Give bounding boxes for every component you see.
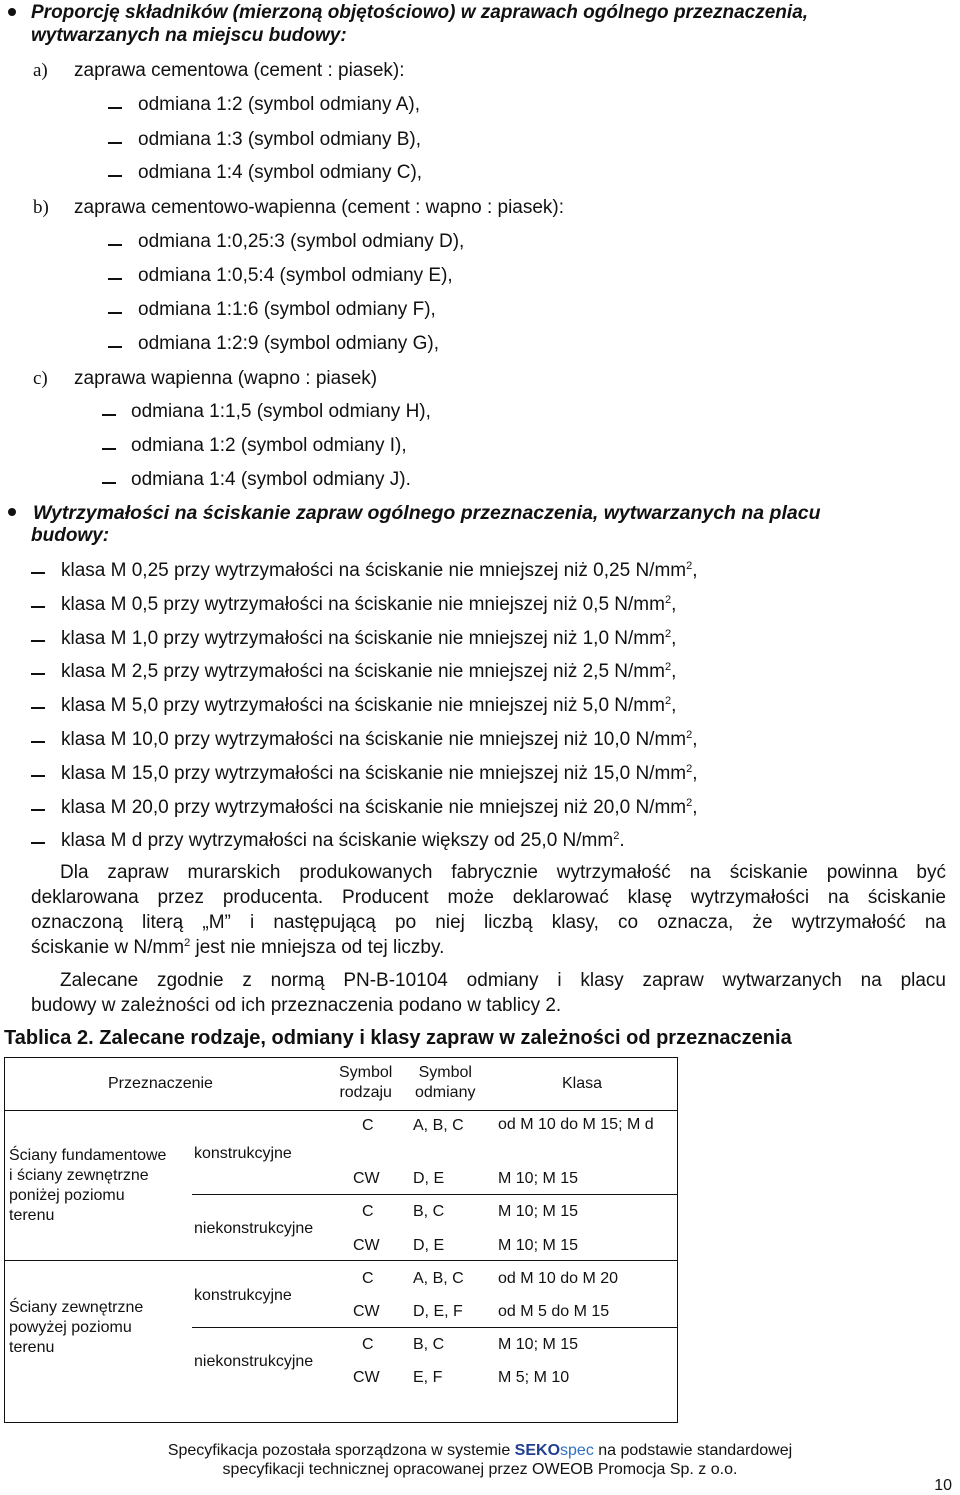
table-caption: Tablica 2. Zalecane rodzaje, odmiany i klasy zapraw w zależności od przeznaczenia bbox=[4, 1027, 792, 1049]
kind-cell: niekonstrukcyjne bbox=[194, 1353, 314, 1370]
group-c-title: zaprawa wapienna (wapno : piasek) bbox=[74, 368, 378, 389]
group-c-marker: c) bbox=[33, 368, 48, 389]
variant-item: odmiana 1:1,5 (symbol odmiany H), bbox=[131, 401, 431, 422]
type-cell: CW bbox=[353, 1170, 380, 1187]
kind-cell: niekonstrukcyjne bbox=[194, 1220, 314, 1237]
variant-item: odmiana 1:1:6 (symbol odmiany F), bbox=[138, 299, 436, 320]
paragraph-line: ściskanie w $N/mm^2$ jest nie mniejsza od tej liczby. bbox=[31, 937, 445, 958]
variant-cell: B, C bbox=[413, 1203, 445, 1220]
class-cell: M 10; M 15 bbox=[498, 1237, 579, 1254]
variant-cell: D, E bbox=[413, 1170, 445, 1187]
strength-class-item: klasa M d przy wytrzymałości na ściskanie większy od 25,0 $N/mm^2$. bbox=[61, 830, 625, 851]
kind-cell: konstrukcyjne bbox=[194, 1287, 292, 1304]
paragraph-line: oznaczoną literą „M” i następującą po niej liczbą klasy, co oznacza, że wytrzymałość na bbox=[31, 912, 946, 933]
class-cell: M 10; M 15 bbox=[498, 1203, 579, 1220]
bullet-icon bbox=[8, 8, 16, 16]
dash-icon bbox=[31, 606, 45, 608]
section2-heading-line2: budowy: bbox=[31, 525, 110, 546]
variant-cell: E, F bbox=[413, 1369, 443, 1386]
variant-item: odmiana 1:0,5:4 (symbol odmiany E), bbox=[138, 265, 453, 286]
header-variant-symbol: Symbol odmiany bbox=[415, 1064, 476, 1101]
place-cell: Ściany fundamentowe i ściany zewnętrzne poniżej poziomu terenu bbox=[9, 1147, 167, 1224]
group-b-title: zaprawa cementowo-wapienna (cement : wapno : piasek): bbox=[74, 197, 565, 218]
section2-heading-line1: Wytrzymałości na ściskanie zapraw ogólnego przeznaczenia, wytwarzanych na placu bbox=[33, 502, 821, 524]
group-a-title: zaprawa cementowa (cement : piasek): bbox=[74, 60, 405, 81]
dash-icon bbox=[31, 707, 45, 709]
section1-heading-line1: Proporcję składników (mierzoną objętościowo) w zaprawach ogólnego przeznaczenia, bbox=[31, 2, 809, 23]
strength-class-item: klasa M 5,0 przy wytrzymałości na ściskanie nie mniejszej niż 5,0 $N/mm^2$, bbox=[61, 695, 677, 716]
kind-cell: konstrukcyjne bbox=[194, 1145, 292, 1162]
variant-cell: D, E, F bbox=[413, 1303, 463, 1320]
class-cell: od M 10 do M 15; M d bbox=[498, 1116, 654, 1133]
class-cell: od M 5 do M 15 bbox=[498, 1303, 610, 1320]
class-cell: M 10; M 15 bbox=[498, 1336, 579, 1353]
dash-icon bbox=[31, 673, 45, 675]
class-cell: M 10; M 15 bbox=[498, 1170, 579, 1187]
variant-item: odmiana 1:0,25:3 (symbol odmiany D), bbox=[138, 231, 465, 252]
type-cell: C bbox=[362, 1117, 374, 1134]
variant-item: odmiana 1:2 (symbol odmiany A), bbox=[138, 94, 420, 115]
group-b-marker: b) bbox=[33, 197, 49, 218]
strength-class-item: klasa M 10,0 przy wytrzymałości na ściskanie nie mniejszej niż 10,0 $N/mm^2$, bbox=[61, 729, 698, 750]
variant-cell: A, B, C bbox=[413, 1270, 464, 1287]
paragraph-line: deklarowana przez producenta. Producent może deklarować klasę wytrzymałości na ściskanie bbox=[31, 887, 946, 908]
bullet-icon bbox=[8, 508, 16, 516]
dash-icon bbox=[108, 175, 122, 177]
dash-icon bbox=[102, 414, 116, 416]
footer bbox=[0, 1441, 960, 1479]
sekospec-logo: SEKO bbox=[514, 1442, 561, 1459]
strength-class-item: klasa M 20,0 przy wytrzymałości na ściskanie nie mniejszej niż 20,0 $N/mm^2$, bbox=[61, 797, 698, 818]
dash-icon bbox=[108, 278, 122, 280]
dash-icon bbox=[102, 482, 116, 484]
header-purpose: Przeznaczenie bbox=[108, 1075, 213, 1092]
dash-icon bbox=[31, 775, 45, 777]
dash-icon bbox=[31, 572, 45, 574]
variant-item: odmiana 1:2 (symbol odmiany I), bbox=[131, 435, 407, 456]
type-cell: CW bbox=[353, 1369, 380, 1386]
variant-item: odmiana 1:3 (symbol odmiany B), bbox=[138, 129, 422, 150]
paragraph-line: Zalecane zgodnie z normą PN-B-10104 odmiany i klasy zapraw wytwarzanych na placu bbox=[60, 970, 946, 991]
variant-item: odmiana 1:4 (symbol odmiany C), bbox=[138, 162, 423, 183]
strength-class-item: klasa M 15,0 przy wytrzymałości na ściskanie nie mniejszej niż 15,0 $N/mm^2$, bbox=[61, 763, 698, 784]
dash-icon bbox=[31, 842, 45, 844]
strength-class-item: klasa M 0,25 przy wytrzymałości na ściskanie nie mniejszej niż 0,25 $N/mm^2$, bbox=[61, 560, 698, 581]
dash-icon bbox=[108, 346, 122, 348]
dash-icon bbox=[108, 312, 122, 314]
class-cell: od M 10 do M 20 bbox=[498, 1270, 619, 1287]
type-cell: C bbox=[362, 1203, 374, 1220]
dash-icon bbox=[108, 142, 122, 144]
strength-class-item: klasa M 0,5 przy wytrzymałości na ściskanie nie mniejszej niż 0,5 $N/mm^2$, bbox=[61, 594, 677, 615]
paragraph-fabric-mortars bbox=[31, 860, 946, 960]
group-a-marker: a) bbox=[33, 60, 48, 81]
dash-icon bbox=[31, 640, 45, 642]
paragraph-recommendation bbox=[31, 968, 946, 1018]
class-cell: M 5; M 10 bbox=[498, 1369, 570, 1386]
type-cell: C bbox=[362, 1270, 374, 1287]
dash-icon bbox=[108, 107, 122, 109]
strength-class-item: klasa M 2,5 przy wytrzymałości na ściskanie nie mniejszej niż 2,5 $N/mm^2$, bbox=[61, 661, 677, 682]
paragraph-line: Dla zapraw murarskich produkowanych fabrycznie wytrzymałość na ściskanie powinna być bbox=[60, 862, 946, 883]
header-class: Klasa bbox=[562, 1075, 603, 1092]
type-cell: C bbox=[362, 1336, 374, 1353]
page-number: 10 bbox=[934, 1477, 952, 1494]
footer-line2: specyfikacji technicznej opracowanej przez OWEOB Promocja Sp. z o.o. bbox=[222, 1461, 738, 1478]
variant-cell: B, C bbox=[413, 1336, 445, 1353]
place-cell: Ściany zewnętrzne powyżej poziomu terenu bbox=[9, 1299, 144, 1356]
footer-line1: Specyfikacja pozostała sporządzona w systemie SEKOspec na podstawie standardowej bbox=[167, 1442, 793, 1459]
dash-icon bbox=[102, 448, 116, 450]
strength-class-item: klasa M 1,0 przy wytrzymałości na ściskanie nie mniejszej niż 1,0 $N/mm^2$, bbox=[61, 628, 677, 649]
variant-item: odmiana 1:2:9 (symbol odmiany G), bbox=[138, 333, 439, 354]
dash-icon bbox=[108, 244, 122, 246]
section1-heading-line2: wytwarzanych na miejscu budowy: bbox=[31, 25, 347, 46]
header-type-symbol: Symbol rodzaju bbox=[339, 1064, 393, 1101]
dash-icon bbox=[31, 809, 45, 811]
variant-cell: D, E bbox=[413, 1237, 445, 1254]
dash-icon bbox=[31, 741, 45, 743]
type-cell: CW bbox=[353, 1237, 380, 1254]
paragraph-line: budowy w zależności od ich przeznaczenia podano w tablicy 2. bbox=[31, 995, 562, 1016]
variant-cell: A, B, C bbox=[413, 1117, 464, 1134]
variant-item: odmiana 1:4 (symbol odmiany J). bbox=[131, 469, 411, 490]
type-cell: CW bbox=[353, 1303, 380, 1320]
